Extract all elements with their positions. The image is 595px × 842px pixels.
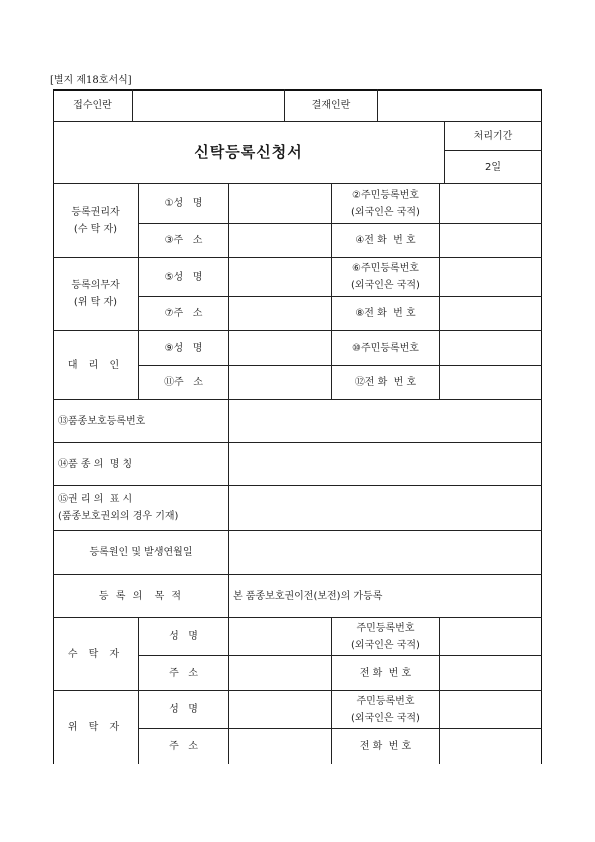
trustee-address-field[interactable] xyxy=(229,224,331,257)
truster-name-field[interactable] xyxy=(229,258,331,296)
form-number: [별지 제18호서식] xyxy=(50,75,132,86)
trustee-id-note: (외국인은 국적) xyxy=(351,206,420,218)
right-mark-title: ⑮권 리 의 표 시 xyxy=(58,494,133,505)
trustee2-address-field[interactable] xyxy=(229,656,331,690)
receipt-stamp-label: 접수인란 xyxy=(73,100,112,111)
trustee-id-number: ②주민등록번호 xyxy=(352,189,419,201)
agent-section-label: 대 리 인 xyxy=(67,359,124,371)
truster-id-label xyxy=(332,258,439,296)
reg-cause-label: 등록원인 및 발생연월일 xyxy=(89,547,193,558)
agent-id-label: ⑩주민등록번호 xyxy=(352,342,419,354)
trustee-name-field[interactable] xyxy=(229,184,331,223)
right-mark-label xyxy=(54,486,228,530)
truster-id-number: ⑥주민등록번호 xyxy=(352,263,419,274)
trustee2-section-label: 수 탁 자 xyxy=(67,648,124,660)
truster-phone-label: ⑧전 화 번 호 xyxy=(355,308,416,319)
agent-phone-field[interactable] xyxy=(440,366,541,399)
trustee2-address-label: 주 소 xyxy=(169,667,198,679)
reg-purpose-label: 등 록 의 목 적 xyxy=(98,590,184,602)
trustee2-id-number: 주민등록번호 xyxy=(356,622,415,634)
trustee2-name-label: 성 명 xyxy=(169,631,198,642)
trustee2-id-field[interactable] xyxy=(440,618,541,655)
trustee-label: 등록권리자 xyxy=(71,206,120,218)
form-title: 신탁등록신청서 xyxy=(194,143,303,161)
truster2-phone-label: 전 화 번 호 xyxy=(359,741,412,752)
approval-stamp-label: 결재인란 xyxy=(311,100,351,111)
truster2-phone-field[interactable] xyxy=(440,729,541,764)
receipt-stamp-field[interactable] xyxy=(133,90,284,121)
agent-name-field[interactable] xyxy=(229,331,331,365)
truster-id-note: (외국인은 국적) xyxy=(351,280,420,291)
trustee-address-label: ③주 소 xyxy=(164,235,203,246)
trustee-phone-label: ④전 화 번 호 xyxy=(355,235,416,246)
variety-name-field[interactable] xyxy=(229,443,541,485)
trustee2-phone-label: 전 화 번 호 xyxy=(359,667,412,679)
truster2-id-field[interactable] xyxy=(440,691,541,728)
trustee-phone-field[interactable] xyxy=(440,224,541,257)
truster2-name-label: 성 명 xyxy=(169,704,198,715)
truster-phone-field[interactable] xyxy=(440,297,541,330)
truster2-address-field[interactable] xyxy=(229,729,331,764)
processing-period-value: 2일 xyxy=(484,161,502,173)
truster2-id-note: (외국인은 국적) xyxy=(351,712,420,724)
truster2-address-label: 주 소 xyxy=(169,741,198,752)
truster-name-label: ⑤성 명 xyxy=(164,271,203,283)
truster-section-label xyxy=(53,258,138,330)
variety-reg-no-label: ⑬품종보호등록번호 xyxy=(58,415,146,427)
truster-sub-label: (위 탁 자) xyxy=(73,297,118,308)
truster-address-label: ⑦주 소 xyxy=(164,308,203,319)
trustee-id-label xyxy=(332,184,439,223)
agent-address-label: ⑪주 소 xyxy=(164,377,203,388)
trustee-id-field[interactable] xyxy=(440,184,541,223)
reg-purpose-value: 본 품종보호권이전(보전)의 가등록 xyxy=(233,590,383,602)
agent-phone-label: ⑫전 화 번 호 xyxy=(354,377,417,388)
agent-address-field[interactable] xyxy=(229,366,331,399)
approval-stamp-field[interactable] xyxy=(378,90,541,121)
trustee2-phone-field[interactable] xyxy=(440,656,541,690)
agent-name-label: ⑨성 명 xyxy=(164,342,203,354)
border-right xyxy=(541,89,542,764)
truster2-name-field[interactable] xyxy=(229,691,331,728)
processing-period-label: 처리기간 xyxy=(473,130,513,142)
truster-id-field[interactable] xyxy=(440,258,541,296)
trustee2-name-field[interactable] xyxy=(229,618,331,655)
variety-reg-no-field[interactable] xyxy=(229,400,541,442)
truster-label: 등록의무자 xyxy=(71,280,120,291)
truster2-id-label xyxy=(332,691,439,728)
application-form-table xyxy=(53,89,542,764)
truster2-section-label: 위 탁 자 xyxy=(67,722,124,733)
agent-id-field[interactable] xyxy=(440,331,541,365)
trustee-section-label xyxy=(53,184,138,257)
truster2-id-number: 주민등록번호 xyxy=(356,695,415,707)
trustee2-id-note: (외국인은 국적) xyxy=(351,639,420,651)
truster-address-field[interactable] xyxy=(229,297,331,330)
right-mark-note: (품종보호권외의 경우 기재) xyxy=(58,511,179,522)
variety-name-label: ⑭품 종 의 명 칭 xyxy=(58,458,133,470)
trustee-sub-label: (수 탁 자) xyxy=(73,223,118,235)
trustee-name-label: ①성 명 xyxy=(164,198,203,209)
trustee2-id-label xyxy=(332,618,439,655)
reg-cause-field[interactable] xyxy=(229,531,541,574)
right-mark-field[interactable] xyxy=(229,486,541,530)
